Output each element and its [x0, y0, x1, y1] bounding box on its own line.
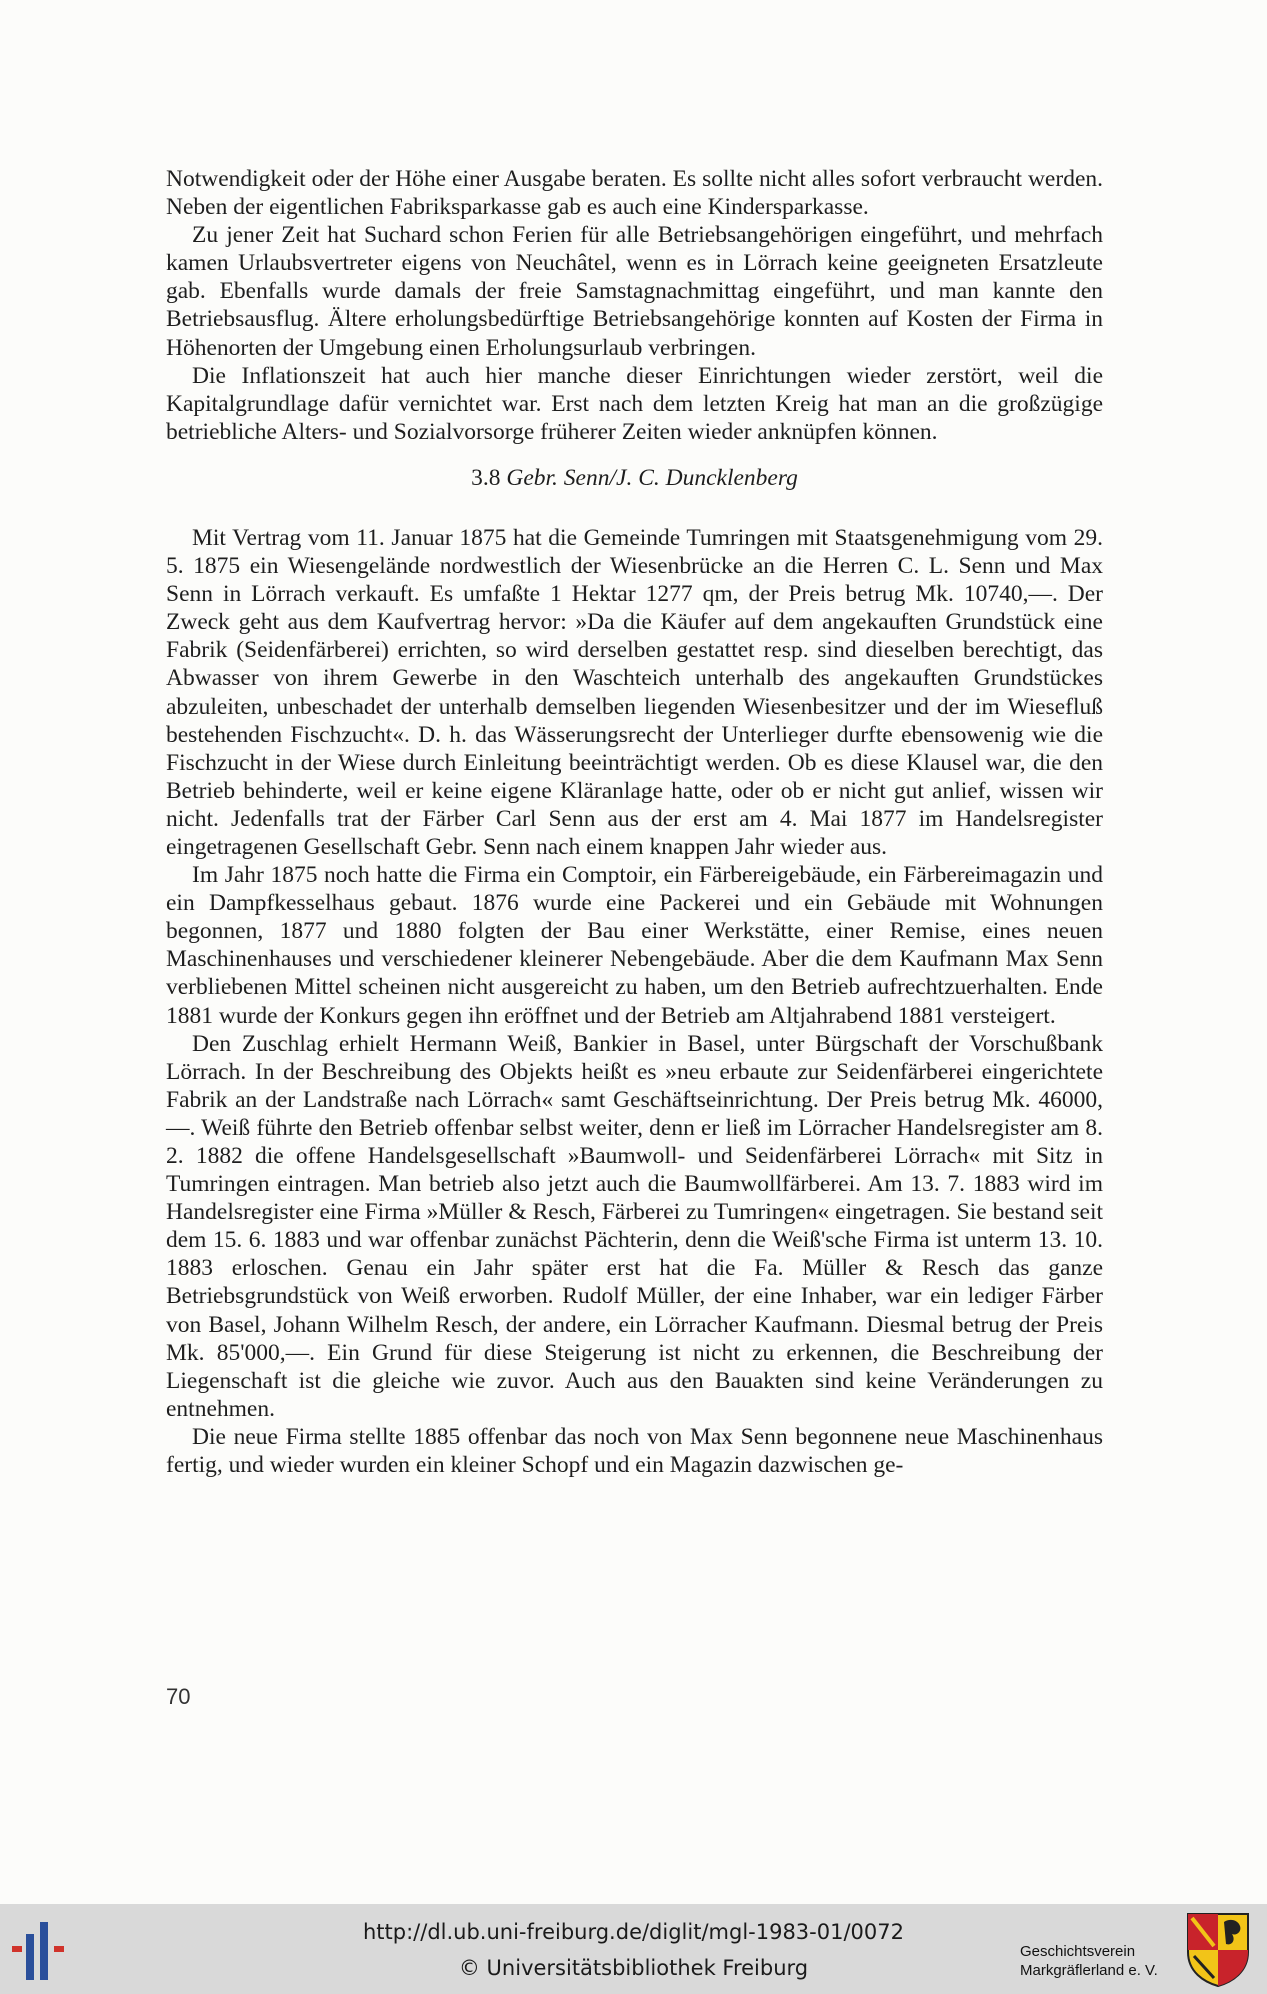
society-name-line: Markgräflerland e. V. [1020, 1962, 1158, 1979]
society-name-line: Geschichtsverein [1020, 1943, 1136, 1960]
document-url-link[interactable]: http://dl.ub.uni-freiburg.de/diglit/mgl-1983-01/0072 [362, 1920, 904, 1944]
society-crest-icon[interactable] [1186, 1912, 1250, 1988]
society-name [1020, 1942, 1158, 1980]
paragraph: Die Inflationszeit hat auch hier manche dieser Einrichtungen wieder zerstört, weil die Kapitalgrundlage dafür vernichtet war. Erst nach dem letzten Kreig hat man an die großzügige betriebliche Alters- und Sozialvorsorge früherer Zeiten wieder anknüpfen können. [166, 362, 1103, 445]
section-title: Gebr. Senn/J. C. Duncklenberg [506, 464, 798, 491]
copyright-text: © Universitätsbibliothek Freiburg [458, 1956, 809, 1980]
footer-bar [0, 1904, 1267, 1994]
paragraph: Mit Vertrag vom 11. Januar 1875 hat die Gemeinde Tumringen mit Staatsgenehmigung vom 29. 5. 1875 ein Wiesengelände nordwestlich der Wiesenbrücke an die Herren C. L. Senn und Max Senn in Lörrach verkauft. Es umfaßte 1 Hektar 1277 qm, der Preis betrug Mk. 10740,—. Der Zweck geht aus dem Kaufvertrag hervor: »Da die Käufer auf dem angekauften Grundstück eine Fabrik (Seidenfärberei) errichten, so wird derselben gestattet resp. sind dieselben berechtigt, das Abwasser von ihrem Gewerbe in den Waschteich unterhalb des angekauften Grundstückes abzuleiten, unbeschadet der unterhalb demselben liegenden Wiesenbesitzer und der im Wiesefluß bestehenden Fischzucht«. D. h. das Wässerungsrecht der Unterlieger durfte ebensowenig wie die Fischzucht in der Wiese durch Einleitung beeinträchtigt werden. Ob es diese Klausel war, die den Betrieb behinderte, weil er keine eigene Kläranlage hatte, oder ob er nicht gut anlief, wissen wir nicht. Jedenfalls trat der Färber Carl Senn aus der erst am 4. Mai 1877 im Handelsregister eingetragenen Gesellschaft Gebr. Senn nach einem knappen Jahr wieder aus. [166, 524, 1103, 860]
section-number: 3.8 [471, 464, 501, 491]
paragraph: Zu jener Zeit hat Suchard schon Ferien für alle Betriebsangehörigen eingeführt, und mehrfach kamen Urlaubsvertreter eigens von Neuchâtel, wenn es in Lörrach keine geeigneten Ersatzleute gab. Ebenfalls wurde damals der freie Samstagnachmittag eingeführt, und man kannte den Betriebsausflug. Ältere erholungsbedürftige Betriebsangehörige konnten auf Kosten der Firma in Höhenorten der Umgebung einen Erholungsurlaub verbringen. [166, 222, 1103, 361]
paragraph: Den Zuschlag erhielt Hermann Weiß, Bankier in Basel, unter Bürgschaft der Vorschußbank Lörrach. In der Beschreibung des Objekts heißt es »neu erbaute zur Seidenfärberei eingerichtete Fabrik an der Landstraße nach Lörrach« samt Geschäftseinrichtung. Der Preis betrug Mk. 46000,—. Weiß führte den Betrieb offenbar selbst weiter, denn er ließ im Lörracher Handelsregister am 8. 2. 1882 die offene Handelsgesellschaft »Baumwoll- und Seidenfärberei Lörrach« mit Sitz in Tumringen eintragen. Man betrieb also jetzt auch die Baumwollfärberei. Am 13. 7. 1883 wird im Handelsregister eine Firma »Müller & Resch, Färberei zu Tumringen« eingetragen. Sie bestand seit dem 15. 6. 1883 und war offenbar zunächst Pächterin, denn die Weiß'sche Firma ist unterm 13. 10. 1883 erloschen. Genau ein Jahr später erst hat die Fa. Müller & Resch das ganze Betriebsgrundstück von Weiß erworben. Rudolf Müller, der eine Inhaber, war ein lediger Färber von Basel, Johann Wilhelm Resch, der andere, ein Lörracher Kaufmann. Diesmal betrug der Preis Mk. 85'000,—. Ein Grund für diese Steigerung ist nicht zu erkennen, die Beschreibung der Liegenschaft ist die gleiche wie zuvor. Auch aus den Bauakten sind keine Veränderungen zu entnehmen. [166, 1030, 1103, 1422]
page-number: 70 [166, 1684, 191, 1709]
main-text [166, 165, 1103, 1479]
section-heading [166, 464, 1103, 492]
paragraph: Im Jahr 1875 noch hatte die Firma ein Comptoir, ein Färbereigebäude, ein Färbereimagazin und ein Dampfkesselhaus gebaut. 1876 wurde eine Packerei und ein Gebäude mit Wohnungen begonnen, 1877 und 1880 folgten der Bau einer Werkstätte, einer Remise, eines neuen Maschinenhauses und verschiedener kleinerer Nebengebäude. Aber die dem Kaufmann Max Senn verbliebenen Mittel scheinen nicht ausgereicht zu haben, um den Betrieb aufrechtzuerhalten. Ende 1881 wurde der Konkurs gegen ihn eröffnet und der Betrieb am Altjahrabend 1881 versteigert. [166, 862, 1103, 1029]
paragraph: Die neue Firma stellte 1885 offenbar das noch von Max Senn begonnene neue Maschinenhaus fertig, und wieder wurden ein kleiner Schopf und ein Magazin dazwischen ge- [166, 1423, 1103, 1479]
paragraph: Notwendigkeit oder der Höhe einer Ausgabe beraten. Es sollte nicht alles sofort verbraucht werden. Neben der eigentlichen Fabriksparkasse gab es auch eine Kindersparkasse. [166, 166, 1103, 221]
